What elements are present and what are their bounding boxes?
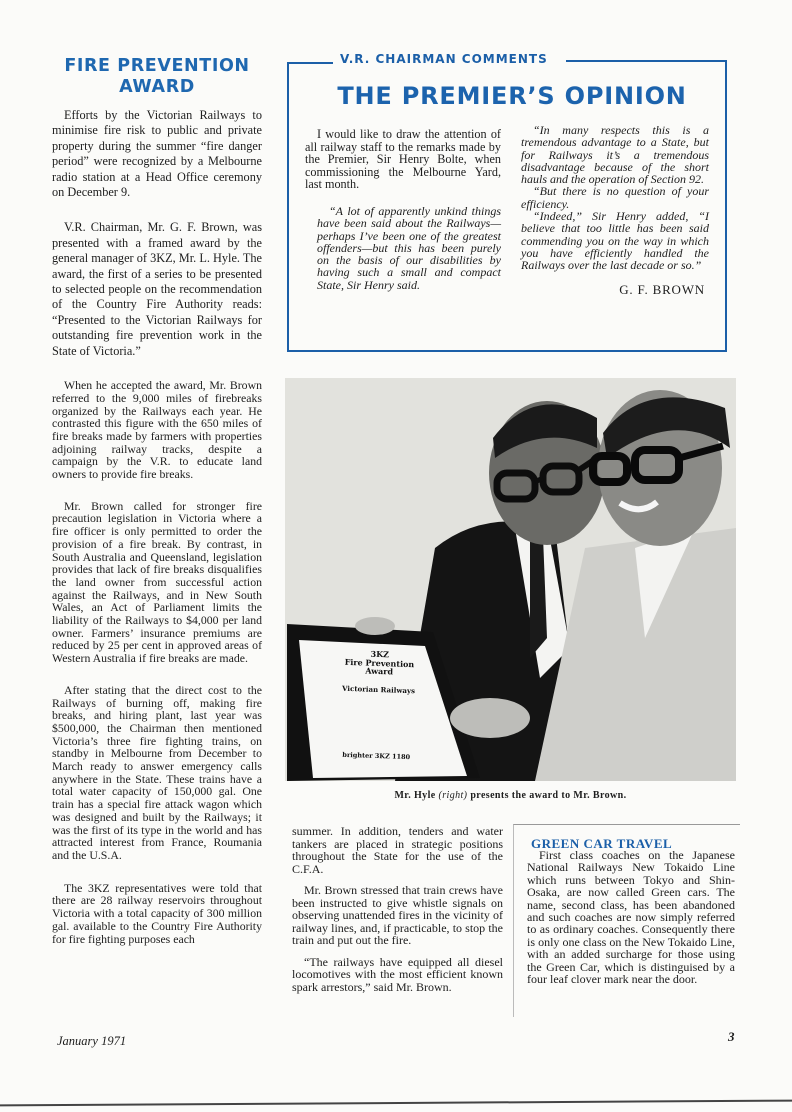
article-paragraph: Mr. Brown stressed that train crews have been instructed to give whistle signals on observing unattended fires in the vicinity of railway lines, and, if practicable, to stop the train and put out the fire.	[292, 883, 503, 947]
premier-quote: “In many respects this is a tremendous advantage to a State, but for Railways it’s a tremendous disadvantage because of the short hauls and the operation of Section 92.	[521, 123, 709, 187]
sidebar-body: First class coaches on the Japanese National Railways New Tokaido Line which runs between Tokyo and Shin-Osaka, are now called Green cars. The name, second class, has been abandoned and such coaches are now simply referred to as ordinary coaches. Consequently there is only one class on the New Tokaido Line, with an added surcharge for those using the Green Car, which is distinguised by a four leaf clover mark near the door.	[527, 848, 735, 987]
article-continuation	[292, 825, 503, 1002]
signature: G. F. BROWN	[619, 281, 705, 297]
page-edge	[0, 1100, 792, 1107]
certificate-recipient: Victorian Railways	[341, 683, 416, 695]
caption-text: presents the award to Mr. Brown.	[467, 790, 627, 801]
article-title-line1: FIRE PREVENTION	[64, 56, 250, 76]
article-paragraph: Efforts by the Victorian Railways to minimise fire risk to public and private property during the summer “fire danger period” were recognized by a Melbourne radio station at a Head Office ceremony on December 9.	[52, 108, 262, 200]
premier-quote: “But there is no question of your efficiency.	[521, 184, 709, 211]
article-paragraph: V.R. Chairman, Mr. G. F. Brown, was presented with a framed award by the general manager of 3KZ, Mr. L. Hyle. The award, the first of a series to be presented to selected people on the recommendation of the Country Fire Authority reads: “Presented to the Victorian Railways for outstanding fire prevention work in the State of Victoria.”	[52, 220, 262, 358]
certificate-title: Fire Prevention	[344, 656, 415, 669]
caption-italic: (right)	[438, 790, 468, 801]
article-paragraph: Mr. Brown called for stronger fire precaution legislation in Victoria where a fire officer is only permitted to order the provision of a fire break. By contrast, in South Australia and Queensland, legislation provides that lack of fire breaks disqualifies the land owner from successful action against the Railways, and in New South Wales, an Act of Parliament limits the liability of the Railways to $4,000 per land owner. Farmers’ insurance premiums are reduced by 25 per cent in approved areas of Western Australia if fire breaks are made.	[52, 498, 262, 666]
box-rule-right	[566, 60, 727, 62]
article-paragraph: “The railways have equipped all diesel locomotives with the most efficient known spark arrestors,” said Mr. Brown.	[292, 954, 503, 994]
photo-caption	[285, 790, 736, 801]
issue-date: January 1971	[57, 1034, 127, 1048]
box-column-right	[521, 124, 709, 298]
certificate-award: Award	[365, 665, 394, 677]
certificate-text	[321, 648, 435, 762]
article-title	[52, 56, 262, 98]
article-paragraph: The 3KZ representatives were told that there are 28 railway reservoirs throughout Victoria with a total capacity of 300 million gal. available to the Country Fire Authority for fire fighting purposes each	[52, 880, 262, 946]
caption-text: Mr. Hyle	[394, 790, 439, 801]
article-paragraph: summer. In addition, tenders and water tankers are placed in strategic positions throughout the State for the use of the C.F.A.	[292, 824, 503, 876]
article-title-line2: AWARD	[119, 77, 195, 97]
certificate-footer: brighter 3KZ 1180	[342, 750, 411, 762]
box-rule-left	[287, 62, 333, 64]
box-column-left	[305, 128, 501, 291]
premier-quote: “A lot of apparently unkind things have been said about the Railways—perhaps I’ve been one of the greatest offenders—but this has been purely on the basis of our disabilities by having such a small and compact State, Sir Henry said.	[317, 203, 501, 292]
box-kicker: V.R. CHAIRMAN COMMENTS	[340, 52, 548, 66]
page-number: 3	[728, 1029, 735, 1044]
certificate-station: 3KZ	[370, 648, 390, 660]
box-intro: I would like to draw the attention of all railway staff to the remarks made by the Premier, Sir Henry Bolte, when commissioning the Melbourne Yard, last month.	[305, 127, 501, 192]
box-title: THE PREMIER’S OPINION	[337, 82, 687, 110]
article-paragraph: When he accepted the award, Mr. Brown referred to the 9,000 miles of firebreaks organized by the Railways each year. He contrasted this figure with the 650 miles of fire breaks made by farmers with properties adjoining railway tracks, despite a campaign by the V.R. to educate land owners to provide fire breaks.	[52, 378, 262, 482]
fire-prevention-article	[52, 56, 262, 958]
sidebar-title: GREEN CAR TRAVEL	[531, 836, 673, 851]
article-paragraph: After stating that the direct cost to the Railways of burning off, making fire breaks, and hiring plant, last year was $500,000, the Chairman then mentioned Victoria’s three fire fighting trains, on standby in Melbourne from December to March ready to answer emergency calls anywhere in the State. These trains have a total water capacity of 150,000 gal. One train has a special fire attack wagon which was designed and built by the Railways; it was the first of its type in the world and has attracted interest from France, Roumania and the U.S.A.	[52, 682, 262, 862]
premier-quote: “Indeed,” Sir Henry added, “I believe that too little has been said commending you on the way in which you have efficiently handled the Railways over the last decade or so.”	[521, 209, 709, 273]
award-photo	[285, 378, 736, 781]
